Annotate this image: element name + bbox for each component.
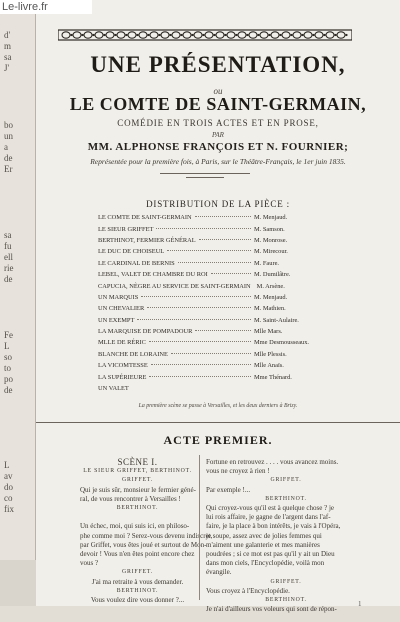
ornament-dot <box>202 34 204 36</box>
previous-page-fragment: L av do co fix <box>4 460 14 514</box>
dot-leader <box>149 341 251 342</box>
cast-role: LA MARQUISE DE POMPADOUR <box>98 328 193 336</box>
text-line: m'aiment une galanterie et mes manières <box>206 540 320 549</box>
cast-row <box>98 349 334 360</box>
ornament-dot <box>279 34 281 36</box>
ornament-dot <box>147 34 149 36</box>
ornament-link <box>117 32 125 38</box>
ornament-dot <box>257 34 259 36</box>
text-line: je soupe, assez avec de jolies femmes qui <box>206 531 322 540</box>
speaker-name: GRIFFET. <box>270 477 302 484</box>
ornament-dot <box>290 34 292 36</box>
cast-row <box>98 383 334 394</box>
cast-role: CAPUCIA, NÈGRE AU SERVICE DE SAINT-GERMAIN <box>98 282 251 290</box>
text-line: dans mon ciels, l'Encyclopédie, voilà mon <box>206 559 325 568</box>
ornament-dot <box>268 34 270 36</box>
ornament-link <box>139 32 147 38</box>
text-column-left <box>80 457 213 605</box>
text-line: Fortune en retrouvez . . . . vous avancez moins. <box>206 458 339 466</box>
ornament-dot <box>191 34 193 36</box>
ornament-link <box>238 32 246 38</box>
cast-role: LEBEL, VALET DE CHAMBRE DU ROI <box>98 271 208 279</box>
ornament-link <box>249 32 257 38</box>
cast-actor: M. Menjaud. <box>254 293 288 301</box>
ornament-dot <box>213 34 215 36</box>
text-line: vous ne croyez à rien ! <box>206 467 270 476</box>
speaker-name: LE SIEUR GRIFFET, BERTHINOT. <box>83 468 192 475</box>
cast-actor: M. Menjaud. <box>254 214 288 222</box>
cast-row <box>98 360 334 371</box>
ornament-link <box>172 32 180 38</box>
by-label: PAR <box>212 131 224 139</box>
title-conjunction: ou <box>213 86 223 96</box>
ornament-pattern <box>62 32 348 38</box>
ornament-dot <box>301 34 303 36</box>
ornament-dot <box>246 34 248 36</box>
cast-actor: M. Mathien. <box>254 305 286 313</box>
divider-rule <box>160 173 250 174</box>
ornament-link <box>337 32 345 38</box>
cast-role: UN VALET <box>98 385 129 393</box>
ornament-link <box>271 32 279 38</box>
cast-role: UN CHEVALIER <box>98 305 145 313</box>
speaker-name: BERTHINOT. <box>116 587 159 594</box>
ornament-dot <box>158 34 160 36</box>
ornament-link <box>282 32 290 38</box>
ornament-link <box>194 32 202 38</box>
dot-leader <box>167 250 251 251</box>
text-line: devoir ! Vous n'en êtes point encore chez <box>80 550 195 559</box>
ornament-dot <box>323 34 325 36</box>
text-line <box>80 513 195 522</box>
cast-role: LE DUC DE CHOISEUL <box>98 248 165 256</box>
cast-row <box>98 246 334 257</box>
cast-actor: Mme Thénard. <box>254 373 292 381</box>
cast-row <box>98 326 334 337</box>
play-subtitle: LE COMTE DE SAINT-GERMAIN, <box>69 94 367 114</box>
cast-actor: Mme Desmousseaux. <box>254 339 310 347</box>
speaker-name: BERTHINOT. <box>265 495 307 502</box>
distribution-heading: DISTRIBUTION DE LA PIÈCE : <box>146 199 290 209</box>
ornament-link <box>128 32 136 38</box>
cast-row <box>98 303 334 314</box>
cast-row <box>98 292 334 303</box>
ornament-link <box>183 32 191 38</box>
cast-role: MLLE DE RÉRIC <box>98 339 146 347</box>
ornament-link <box>205 32 213 38</box>
ornament-link <box>304 32 312 38</box>
ornament-dot <box>136 34 138 36</box>
ornament-dot <box>312 34 314 36</box>
ornament-link <box>315 32 323 38</box>
cast-role: LE COMTE DE SAINT-GERMAIN <box>98 214 192 222</box>
cast-actor: M. Mirecour. <box>254 248 288 256</box>
ornament-link <box>106 32 114 38</box>
text-line: Qui croyez-vous qu'il est à quelque chose ? je <box>206 504 334 513</box>
divider-rule <box>186 177 224 178</box>
cast-row <box>98 212 334 223</box>
text-line: Un échec, moi, qui suis ici, en philoso- <box>80 522 190 531</box>
text-line: Vous croyez à l'Encyclopédie. <box>206 586 290 595</box>
previous-page-fragment: sa fu ell rie de <box>4 230 14 284</box>
previous-page-fragment: Fe L so to po de <box>4 330 13 395</box>
cast-role: LE CARDINAL DE BERNIS <box>98 259 175 267</box>
cast-actor: Mlle Anaïs. <box>254 362 284 370</box>
section-divider <box>36 422 400 423</box>
ornament-dot <box>125 34 127 36</box>
cast-row <box>98 223 334 234</box>
page-number: 1 <box>358 600 362 608</box>
cast-actor: Mlle Mars. <box>254 328 283 336</box>
ornament-dot <box>224 34 226 36</box>
text-line: vous ? <box>80 559 99 568</box>
text-line: lui rois affaire, je gagne de l'argent dans l'af- <box>206 513 331 522</box>
cast-actor: M. Monrose. <box>254 236 288 244</box>
cast-role: LA VICOMTESSE <box>98 362 148 370</box>
cast-actor: M. Arsène. <box>256 282 285 290</box>
dot-leader <box>151 364 251 365</box>
text-column-right <box>206 458 366 614</box>
text-line: Je n'ai d'ailleurs vos voleurs qui sont de répon- <box>206 605 337 614</box>
cast-row <box>98 315 334 326</box>
text-line: Qui je suis sûr, monsieur le fermier géné- <box>80 485 196 494</box>
dot-leader <box>195 330 251 331</box>
dot-leader <box>149 376 251 377</box>
previous-page-edge <box>0 0 36 560</box>
ornament-link <box>73 32 81 38</box>
text-line: par Griffet, vous êtes joué et surtout de Mon- <box>80 540 207 549</box>
ornament-link <box>260 32 268 38</box>
ornament-link <box>216 32 224 38</box>
cast-row <box>98 337 334 348</box>
speaker-name: BERTHINOT. <box>265 597 307 604</box>
ornament-dot <box>180 34 182 36</box>
speaker-name: GRIFFET. <box>122 477 153 484</box>
ornament-dot <box>70 34 72 36</box>
dot-leader <box>171 353 251 354</box>
text-line: J'ai ma retraite à vous demander. <box>91 577 184 586</box>
text-line: SCÈNE I. <box>117 457 158 467</box>
cast-actor: Mlle Plessis. <box>254 350 287 358</box>
site-watermark: Le-livre.fr <box>0 0 92 14</box>
dot-leader <box>141 296 251 297</box>
ornament-dot <box>334 34 336 36</box>
ornament-header <box>58 27 352 43</box>
cast-row <box>98 235 334 246</box>
text-line: ral, de vous rencontrer à Versailles ! <box>80 494 181 503</box>
dot-leader <box>195 216 251 217</box>
ornament-link <box>84 32 92 38</box>
cast-actor: M. Faure. <box>254 259 280 267</box>
speaker-name: GRIFFET. <box>122 569 153 576</box>
text-line: phe comme moi ? Serez-vous devenu indiscret, <box>80 531 213 540</box>
speaker-name: GRIFFET. <box>270 578 302 585</box>
cast-row <box>98 258 334 269</box>
ornament-dot <box>345 34 347 36</box>
ornament-link <box>95 32 103 38</box>
text-line: faire, je la place à bon intérêts, je vais à l'Opéra, <box>206 522 341 531</box>
cast-row <box>98 280 334 291</box>
cast-role: UN EXEMPT <box>98 316 135 324</box>
cast-row <box>98 269 334 280</box>
ornament-dot <box>81 34 83 36</box>
ornament-dot <box>235 34 237 36</box>
dot-leader <box>178 262 251 263</box>
cast-actor: M. Saint-Aulaire. <box>254 316 299 324</box>
ornament-link <box>227 32 235 38</box>
dot-leader <box>211 273 251 274</box>
dot-leader <box>199 239 251 240</box>
setting-note: La première scène se passe à Versailles, et les deux derniers à Brizy. <box>138 403 298 409</box>
act-heading: ACTE PREMIER. <box>163 433 273 447</box>
cast-list <box>98 212 334 394</box>
dot-leader <box>147 307 251 308</box>
dot-leader <box>137 319 251 320</box>
cast-row <box>98 371 334 382</box>
ornament-dot <box>92 34 94 36</box>
dot-leader <box>156 228 251 229</box>
text-line: Vous voulez dire vous donner ?... <box>90 596 185 605</box>
cast-role: LE SIEUR GRIFFET <box>98 225 154 233</box>
previous-page-fragment: d' m sa J' <box>4 30 12 73</box>
ornament-dot <box>114 34 116 36</box>
column-divider <box>199 455 200 600</box>
text-line: Par exemple !... <box>206 485 251 494</box>
cast-role: BERTHINOT, FERMIER GÉNÉRAL <box>98 236 196 244</box>
cast-actor: M. Dumilâtre. <box>254 271 291 279</box>
cast-role: BLANCHE DE LORAINE <box>98 350 168 358</box>
premiere-note: Représentée pour la première fois, à Paris, sur le Théâtre-Français, le 1er juin 1835. <box>90 157 346 166</box>
cast-role: LA SUPÉRIEURE <box>98 373 147 381</box>
previous-page-fragment: bo un a de Er <box>4 120 13 174</box>
text-line: poudrées ; si ce mot est pas qu'il y ait un Dieu <box>206 550 335 559</box>
speaker-name: BERTHINOT. <box>116 505 159 512</box>
ornament-link <box>161 32 169 38</box>
ornament-link <box>62 32 70 38</box>
ornament-link <box>293 32 301 38</box>
ornament-dot <box>103 34 105 36</box>
ornament-link <box>150 32 158 38</box>
play-genre: COMÉDIE EN TROIS ACTES ET EN PROSE, <box>117 118 319 128</box>
cast-actor: M. Samson. <box>254 225 285 233</box>
cast-role: UN MARQUIS <box>98 293 139 301</box>
authors: MM. ALPHONSE FRANÇOIS ET N. FOURNIER; <box>87 141 349 153</box>
ornament-dot <box>169 34 171 36</box>
text-line: évangile. <box>206 568 232 577</box>
play-title: UNE PRÉSENTATION, <box>90 52 346 77</box>
ornament-link <box>326 32 334 38</box>
